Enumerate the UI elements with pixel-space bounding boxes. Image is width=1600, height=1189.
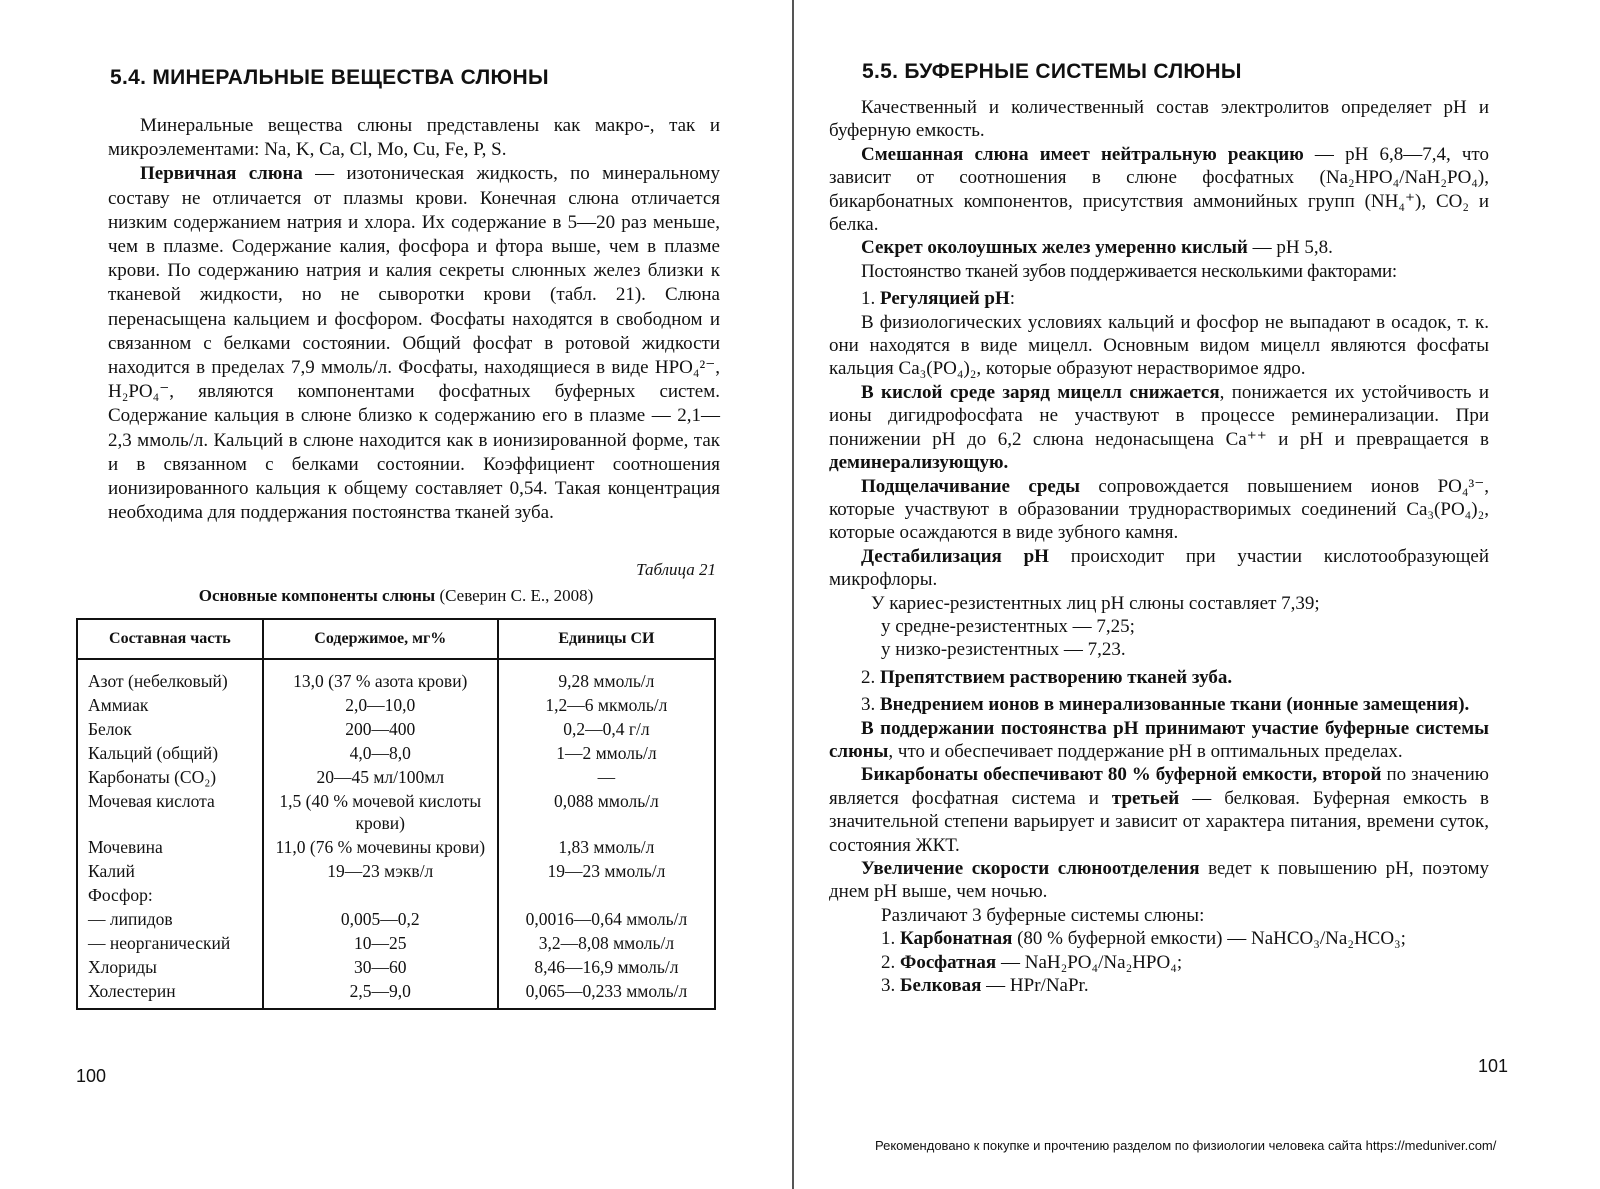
table-cell: Холестерин (77, 979, 263, 1009)
table-cell: Белок (77, 717, 263, 741)
item-text: (80 % буферной емкости) — NaHCO₃/Na₂HCO₃; (1012, 928, 1406, 950)
paragraph-text: , что и обеспечивает поддержание pH в оптимальных пределах. (888, 740, 1403, 762)
table-cell: 1,2—6 мкмоль/л (498, 693, 715, 717)
paragraph: Качественный и количественный состав электролитов определяет pH и буферную емкость. (829, 97, 1489, 142)
table-cell: Кальций (общий) (77, 741, 263, 765)
table-cell: 19—23 ммоль/л (498, 859, 715, 883)
table-row (77, 835, 715, 859)
item-text: — NaH₂PO₄/Na₂HPO₄; (996, 951, 1183, 973)
column-header: Единицы СИ (498, 619, 715, 659)
saliva-components-table (76, 618, 716, 1010)
paragraph (829, 143, 1489, 237)
list-item (829, 287, 1489, 310)
table-title (76, 586, 716, 606)
paragraph: Постоянство тканей зубов поддерживается несколькими факторами: (861, 260, 1397, 282)
bold-term: Регуляцией pH (880, 288, 1010, 310)
bold-term: В кислой среде заряд мицелл снижается (861, 381, 1220, 403)
page-number: 101 (1478, 1056, 1509, 1076)
item-number: 3. (881, 975, 900, 997)
paragraph-text: — pH 5,8. (1247, 237, 1333, 259)
table-row (77, 693, 715, 717)
bold-term: Первичная слюна (140, 163, 303, 185)
paragraph (829, 763, 1489, 857)
table-cell: — липидов (77, 907, 263, 931)
bold-term: Белковая (900, 975, 982, 997)
table-title-rest: (Северин С. Е., 2008) (435, 586, 594, 605)
table-cell: 2,0—10,0 (263, 693, 498, 717)
paragraph (829, 381, 1489, 475)
table-cell: 9,28 ммоль/л (498, 659, 715, 693)
resistance-line: У кариес-резистентных лиц pH слюны составляет 7,39; (871, 592, 1320, 614)
bold-term: третьей (1111, 787, 1180, 809)
table-row (77, 907, 715, 931)
bold-term: Внедрением ионов в минерализованные ткани (ионные замещения). (880, 694, 1470, 716)
table-cell: 11,0 (76 % мочевины крови) (263, 835, 498, 859)
paragraph-text: по значению является фосфатная система и (829, 764, 1489, 809)
page-number: 100 (76, 1066, 107, 1086)
table-cell: 0,088 ммоль/л (498, 789, 715, 835)
table-cell: Аммиак (77, 693, 263, 717)
paragraph (829, 857, 1489, 904)
paragraph-text: — изотоническая жидкость, по минеральному составу не отличается от плазмы крови. Конечная слюна отличается низким содержанием натрия и хлора. Их содержание в 5—20 раз меньше, чем в плазме. Содержание калия, фосфора и фтора выше, чем в плазме крови. По содержанию натрия и калия секреты слюнных желез близки к тканевой жидкости, но не сыворотки крови (табл. 21). Слюна перенасыщена кальцием и фосфором. Фосфаты находятся в свободном и связанном с белками состоянии. Общий фосфат в ротовой жидкости находится в пределах 7,9 ммоль/л. Фосфаты, находящиеся в виде HPO₄²⁻, H₂PO₄⁻, являются компонентами фосфатных буферных систем. Содержание кальция в слюне близко к содержанию его в плазме — 2,1—2,3 ммоль/л. Кальций в слюне находится как в ионизированной форме, так и в связанном с белками состоянии. Коэффициент соотношения ионизированного кальция к общему составляет 0,54. Такая концентрация необходима для поддержания постоянства тканей зуба. (108, 163, 720, 524)
table-cell: 0,2—0,4 г/л (498, 717, 715, 741)
item-tail: : (1009, 288, 1016, 310)
paragraph-text: ведет к повышению pH, поэтому днем pH выше, чем ночью. (829, 858, 1490, 903)
section-heading-5-4: 5.4. МИНЕРАЛЬНЫЕ ВЕЩЕСТВА СЛЮНЫ (110, 66, 549, 89)
bold-term: Подщелачивание среды (861, 475, 1081, 497)
paragraph-text: происходит при участии кислотообразующей микрофлоры. (829, 545, 1489, 591)
paragraph-text: — белковая. Буферная емкость в значительной степени варьирует и зависит от характера питания, времени суток, состояния ЖКТ. (829, 787, 1490, 856)
bold-term: Карбонатная (900, 928, 1013, 950)
bold-term: Секрет околоушных желез умеренно кислый (861, 237, 1248, 259)
paragraph-text: , понижается их устойчивость и ионы дигидрофосфата не участвуют в процессе реминерализации. При понижении pH до 6,2 слюна недонасыщена Ca⁺⁺ и pH и превращается в (829, 381, 1489, 450)
item-number: 1. (861, 288, 880, 310)
table-cell: Азот (небелковый) (77, 659, 263, 693)
table-label: Таблица 21 (636, 560, 716, 579)
table-cell: 0,005—0,2 (263, 907, 498, 931)
table-cell: 8,46—16,9 ммоль/л (498, 955, 715, 979)
list-item (829, 693, 1489, 716)
buffer-system-item (829, 927, 1489, 950)
item-text: — HPr/NaPr. (981, 975, 1089, 997)
table-row (77, 955, 715, 979)
table-row (77, 741, 715, 765)
table-cell: 1,5 (40 % мочевой кислоты крови) (263, 789, 498, 835)
table-caption-block (76, 560, 716, 605)
table-cell: 10—25 (263, 931, 498, 955)
item-number: 2. (861, 666, 880, 688)
table-cell: Мочевая кислота (77, 789, 263, 835)
table-cell: 1,83 ммоль/л (498, 835, 715, 859)
table-cell: 1—2 ммоль/л (498, 741, 715, 765)
table-cell: 0,0016—0,64 ммоль/л (498, 907, 715, 931)
paragraph (829, 545, 1489, 592)
table-cell: 200—400 (263, 717, 498, 741)
table-cell: 0,065—0,233 ммоль/л (498, 979, 715, 1009)
bold-term: В поддержании постоянства pH принимают участие буферные системы слюны (829, 717, 1489, 762)
paragraph (829, 236, 1489, 259)
paragraph-text: — pH 6,8—7,4, что зависит от соотношения в слюне фосфатных (Na₂HPO₄/NaH₂PO₄), бикарбонатных компонентов, присутствия аммонийных групп (NH₄⁺), CO₂ и белка. (829, 143, 1489, 236)
item-number: 2. (881, 951, 900, 973)
buffer-system-item (829, 951, 1489, 974)
table-row (77, 765, 715, 789)
item-number: 3. (861, 694, 880, 716)
bold-term: деминерализующую. (829, 452, 1009, 474)
table-cell: Фосфор: (77, 883, 263, 907)
table-cell: 4,0—8,0 (263, 741, 498, 765)
table-row (77, 979, 715, 1009)
bold-term: Дестабилизация pH (861, 545, 1049, 567)
bold-term: Бикарбонаты обеспечивают 80 % буферной емкости, второй (861, 764, 1382, 786)
paragraph (108, 162, 720, 525)
bold-term: Смешанная слюна имеет нейтральную реакцию (861, 143, 1304, 165)
right-page (795, 0, 1600, 1189)
table-row (77, 859, 715, 883)
table-cell: Мочевина (77, 835, 263, 859)
table-cell: 19—23 мэкв/л (263, 859, 498, 883)
paragraph (829, 475, 1489, 545)
column-header: Содержимое, мг% (263, 619, 498, 659)
paragraph: Различают 3 буферные системы слюны: (881, 904, 1205, 926)
column-header: Составная часть (77, 619, 263, 659)
paragraph: Минеральные вещества слюны представлены как макро-, так и микроэлементами: Na, K, Ca, Cl, Mo, Cu, Fe, P, S. (108, 115, 720, 161)
left-body-text (108, 114, 720, 525)
resistance-line: у средне-резистентных — 7,25; (881, 615, 1135, 637)
paragraph (829, 717, 1489, 764)
table-row (77, 717, 715, 741)
table-row (77, 883, 715, 907)
table-cell: 30—60 (263, 955, 498, 979)
bold-term: Фосфатная (900, 951, 997, 973)
table-cell: — неорганический (77, 931, 263, 955)
table-row (77, 659, 715, 693)
footer-recommendation: Рекомендовано к покупке и прочтению разделом по физиологии человека сайта https://meduniver.com/ (875, 1138, 1497, 1153)
table-cell (498, 883, 715, 907)
table-cell: 3,2—8,08 ммоль/л (498, 931, 715, 955)
table-cell: 20—45 мл/100мл (263, 765, 498, 789)
book-spine (792, 0, 794, 1189)
item-number: 1. (881, 928, 900, 950)
left-page (0, 0, 790, 1189)
table-row (77, 789, 715, 835)
table-cell: — (498, 765, 715, 789)
table-cell: Хлориды (77, 955, 263, 979)
table-cell: Калий (77, 859, 263, 883)
table-title-bold: Основные компоненты слюны (198, 586, 436, 605)
table-row (77, 931, 715, 955)
table-header-row (77, 619, 715, 659)
right-body-text (829, 96, 1489, 997)
paragraph: В физиологических условиях кальций и фосфор не выпадают в осадок, т. к. они находятся в виде мицелл. Основным видом мицелл являются фосфаты кальция Ca₃(PO₄)₂, которые образуют нерастворимое ядро. (829, 311, 1489, 380)
section-heading-5-5: 5.5. БУФЕРНЫЕ СИСТЕМЫ СЛЮНЫ (862, 60, 1242, 83)
table-cell: 13,0 (37 % азота крови) (263, 659, 498, 693)
resistance-line: у низко-резистентных — 7,23. (881, 639, 1126, 661)
bold-term: Препятствием растворению тканей зуба. (880, 666, 1233, 688)
table-cell (263, 883, 498, 907)
table-cell: 2,5—9,0 (263, 979, 498, 1009)
bold-term: Увеличение скорости слюноотделения (861, 858, 1200, 879)
buffer-system-item (829, 974, 1489, 997)
list-item (829, 666, 1489, 689)
paragraph-text: сопровождается повышением ионов PO₄³⁻, которые участвуют в образовании труднорастворимых соединений Ca₃(PO₄)₂, которые осаждаются в виде зубного камня. (829, 475, 1489, 544)
table-cell: Карбонаты (CO₂) (77, 765, 263, 789)
